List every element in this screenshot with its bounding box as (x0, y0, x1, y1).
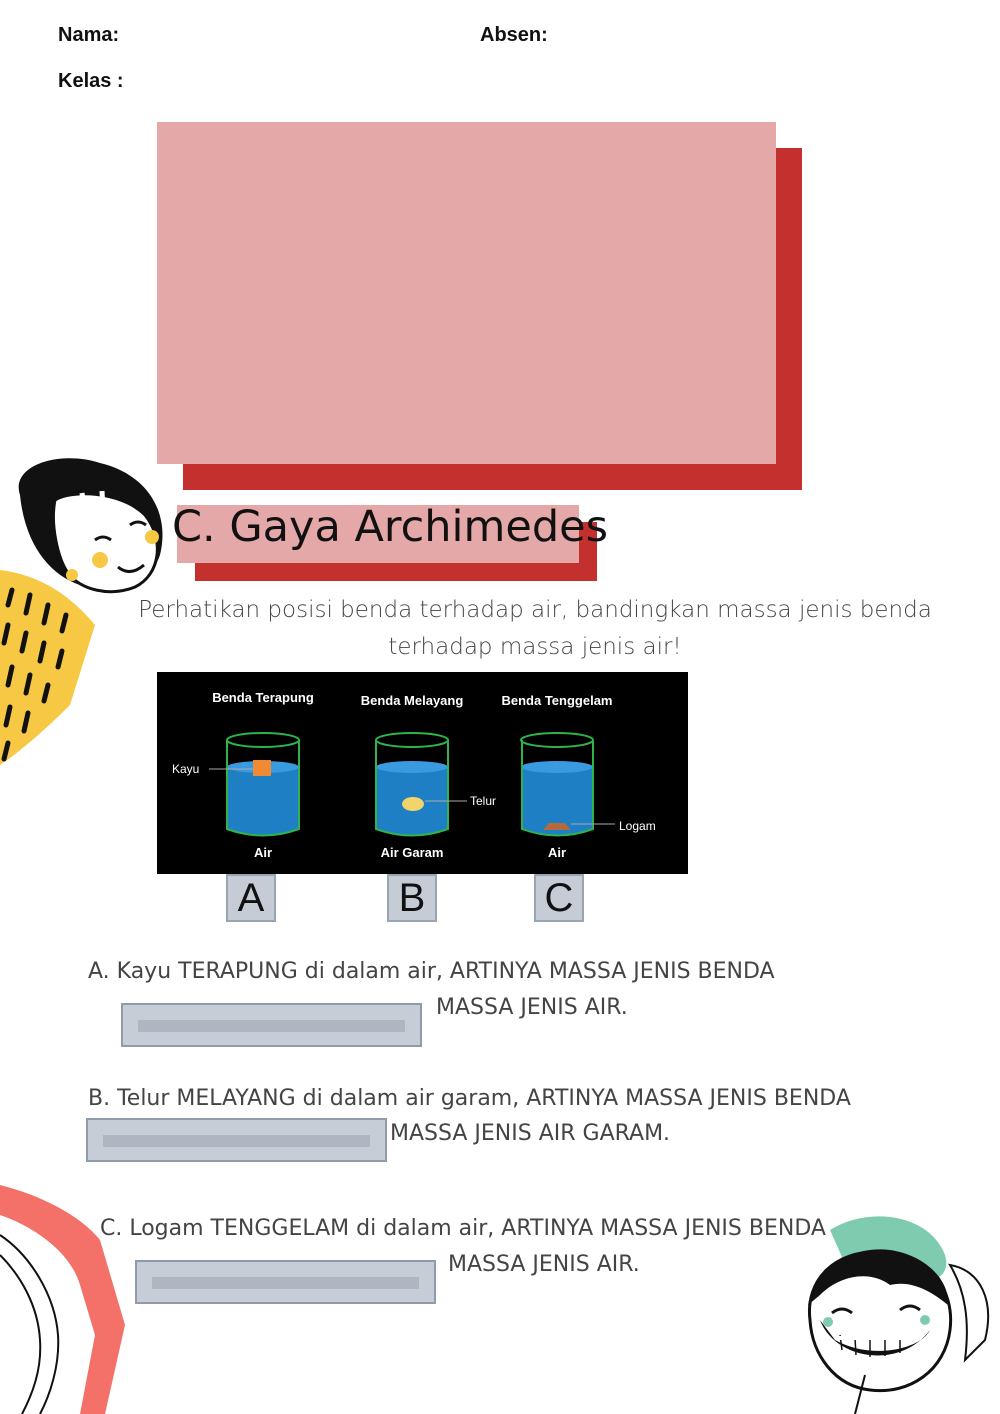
heading-melayang: Benda Melayang (360, 693, 464, 708)
question-b-text: B. Telur MELAYANG di dalam air garam, ARTINYA MASSA JENIS BENDA (88, 1086, 851, 1111)
label-telur: Telur (470, 794, 497, 808)
banner (157, 122, 776, 464)
decorative-shape (0, 1185, 130, 1414)
question-c-suffix: MASSA JENIS AIR. (448, 1252, 640, 1277)
beaker-terapung (209, 733, 299, 836)
name-label: Nama: (58, 24, 120, 46)
choice-letter-c[interactable]: C (534, 874, 584, 922)
liquid-air-2: Air (547, 845, 567, 860)
section-title: C. Gaya Archimedes (172, 502, 608, 552)
label-kayu: Kayu (172, 762, 200, 776)
beaker-tenggelam (521, 733, 615, 836)
egg-icon (402, 797, 424, 811)
archimedes-figure (157, 672, 688, 874)
heading-tenggelam: Benda Tenggelam (501, 693, 613, 708)
question-c-text: C. Logam TENGGELAM di dalam air, ARTINYA MASSA JENIS BENDA (100, 1216, 826, 1241)
liquid-air-1: Air (253, 845, 273, 860)
heading-terapung: Benda Terapung (212, 690, 314, 705)
question-a-suffix: MASSA JENIS AIR. (436, 995, 628, 1020)
label-logam: Logam (619, 819, 656, 833)
choice-letter-a[interactable]: A (226, 874, 276, 922)
question-a-text: A. Kayu TERAPUNG di dalam air, ARTINYA MASSA JENIS BENDA (88, 959, 775, 984)
absen-label: Absen: (480, 24, 548, 46)
boy-illustration (790, 1210, 1000, 1414)
kelas-label: Kelas : (58, 70, 124, 92)
answer-box-a[interactable] (121, 1003, 422, 1047)
answer-box-c[interactable] (135, 1260, 436, 1304)
instruction-text: Perhatikan posisi benda terhadap air, bandingkan massa jenis benda terhadap massa jenis air! (138, 597, 932, 660)
beaker-melayang (376, 733, 467, 836)
liquid-air-garam: Air Garam (380, 845, 444, 860)
choice-letter-b[interactable]: B (387, 874, 437, 922)
question-b-suffix: MASSA JENIS AIR GARAM. (390, 1121, 671, 1146)
answer-box-b[interactable] (86, 1118, 387, 1162)
wood-block-icon (253, 760, 271, 776)
